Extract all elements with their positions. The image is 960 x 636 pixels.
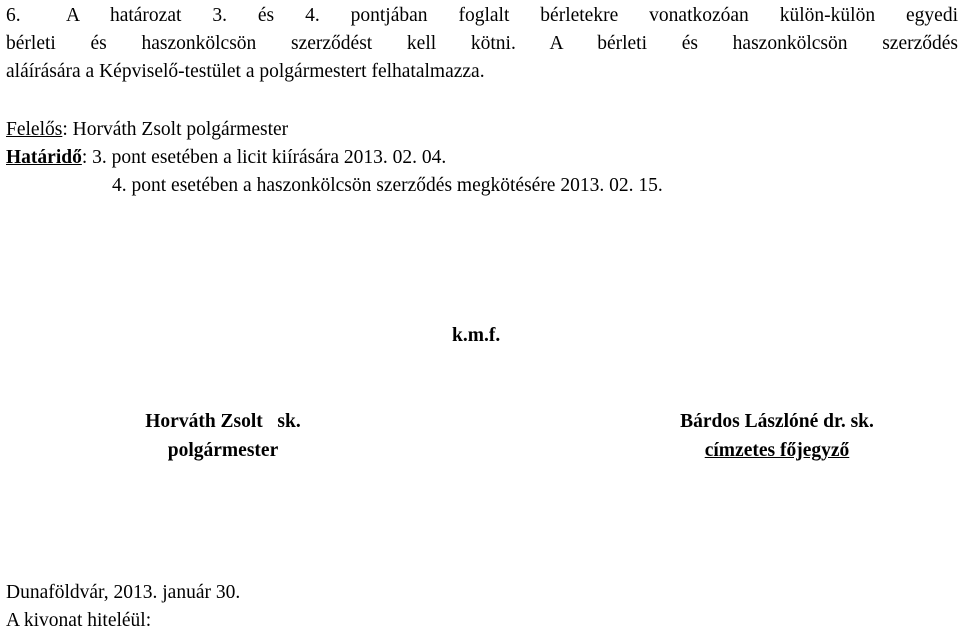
resolution-item-6 [6,2,958,86]
signature-title: címzetes főjegyző [704,440,850,461]
signature-mayor [118,407,328,465]
signature-name: Bárdos Lászlóné dr. sk. [680,411,874,432]
item-6-line-2: bérleti és haszonkölcsön szerződést kell kötni. A bérleti és haszonkölcsön szerződés [6,33,958,54]
deadline-line-1 [6,144,663,172]
responsible-value: : Horváth Zsolt polgármester [62,119,289,140]
item-6-line-3: aláírására a Képviselő-testület a polgármestert felhatalmazza. [6,61,485,82]
kmf-mark: k.m.f. [452,325,501,346]
responsible-label: Felelős [6,119,63,140]
signature-title: polgármester [167,440,279,461]
deadline-line-2 [6,172,663,200]
certification-text: A kivonat hiteléül: [6,610,152,631]
item-number: 6. [6,5,21,26]
deadline-value-2: 4. pont esetében a haszonkölcsön szerződés megkötésére 2013. 02. 15. [112,175,663,196]
signature-notary [644,407,910,465]
item-6-line-1: 6. A határozat 3. és 4. pontjában foglalt bérletekre vonatkozóan külön-külön egyedi [6,2,958,30]
footer [6,579,240,635]
place-date: Dunaföldvár, 2013. január 30. [6,582,241,603]
responsible-line [6,116,663,144]
responsibility-block [6,116,663,200]
signature-name: Horváth Zsolt sk. [145,411,301,432]
deadline-label: Határidő [6,147,82,168]
deadline-value-1: : 3. pont esetében a licit kiírására 2013. 02. 04. [81,147,447,168]
